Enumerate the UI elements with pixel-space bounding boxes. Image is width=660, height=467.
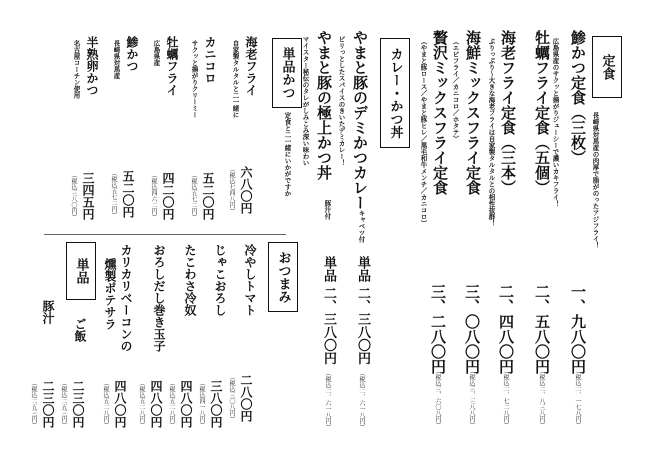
tanpin-name: カニコロ [203,36,217,84]
teishoku-header: 定食 [592,36,622,98]
curry-header: カレー・かつ丼 [380,38,410,148]
teishoku-desc: （エビフライ／カニコロ／ホタテ） [451,38,460,142]
curry-desc: ピリっとしたスパイスのきいたデミカレー！ [337,36,346,166]
tanpin2-name: 豚汁 [41,300,55,324]
teishoku-price: 二、五八〇円 [533,284,551,374]
curry-note: 豚汁付 [323,200,332,220]
tanpin2-tax: （税込二五三円） [60,380,67,428]
tanpin2-price: 二三〇円 [41,380,55,428]
teishoku-desc: （やまと豚ロース／やまと豚ヒレ／黒毛和牛メンチ／カニコロ） [419,38,428,227]
teishoku-name: 海鮮ミックスフライ定食 [464,30,482,195]
otsumami-price: 四八〇円 [179,380,193,428]
otsumami-name: 冷やしトマト [243,244,257,316]
teishoku-tax: （税込二、一七八円） [574,368,581,428]
tanpin-desc: 名古屋コーチン使用 [72,40,81,99]
tanpin-name: 牡蠣フライ [165,36,179,96]
otsumami-price: 三八〇円 [209,380,223,428]
tanpin-note: 定食と二一緒にいかがですか [283,112,292,197]
curry-tax: （税込二、六一八円） [324,370,331,430]
otsumami-name: おろしだし巻き玉子 [152,244,166,352]
tanpin-tax: （税込三八〇円） [70,172,77,220]
tanpin2-tax: （税込二五三円） [30,380,37,428]
teishoku-desc: 広島県産のサクッと揚がりジューシーで濃いカキフライ！ [551,38,560,207]
curry-desc: マイスター秘伝のタレがしみこみ深い味わい [301,36,310,166]
otsumami-price: 二八〇円 [239,374,253,422]
teishoku-name: 贅沢ミックスフライ定食 [431,30,449,195]
teishoku-tax: （税込二、七二八円） [502,368,509,428]
teishoku-desc: 長崎県対馬産の肉厚で脂がのったアジフライ！ [591,112,600,249]
otsumami-price: 四八〇円 [113,380,127,428]
otsumami-name: じゃこおろし [213,244,227,316]
tanpin-name: 半熟卵かつ [85,36,99,96]
teishoku-price: 一、九八〇円 [569,284,587,374]
tanpin2-name: ご飯 [73,318,87,342]
teishoku-price: 三、二八〇円 [429,284,447,374]
otsumami-tax: （税込五二八円） [168,380,175,428]
otsumami-price: 四八〇円 [149,380,163,428]
otsumami-name: たこわさ冷奴 [183,244,197,316]
tanpin2-price: 二三〇円 [71,380,85,428]
tanpin-desc: サクッと揚がりクリーミー [190,40,199,118]
otsumami-name: カリカリベーコンの [119,244,133,352]
teishoku-price: 二、四八〇円 [497,284,515,374]
tanpin-price: 五二〇円 [121,170,135,218]
tanpin-price: 四二〇円 [161,172,175,220]
curry-name: やまと豚の極上かつ丼 [315,30,333,180]
otsumami-tax: （税込五二八円） [138,380,145,428]
curry-tax: （税込二、六一八円） [358,370,365,430]
tanpin-desc: 広島県産 [152,40,161,66]
curry-name: やまと豚のデミかつカレー [351,30,369,210]
tanpin-tax: （税込五七二円） [110,170,117,218]
teishoku-tax: （税込三、三八八円） [468,368,475,428]
otsumami-tax: （税込三〇八円） [228,374,235,422]
otsumami-name: 燻製ポテサラ [103,258,117,330]
tanpin2-header: 単品 [66,242,96,300]
tanpin-desc: 長崎県対馬産 [112,40,121,79]
teishoku-price: 三、〇八〇円 [463,284,481,374]
tanpin-tax: （税込七四八円） [228,166,235,214]
tanpin-name: 鯵かつ [125,36,139,72]
teishoku-tax: （税込二、八三八円） [538,368,545,428]
teishoku-name: 鯵かつ定食（三枚） [569,30,587,165]
otsumami-tax: （税込四一八円） [198,380,205,428]
tanpin-price: 六八〇円 [239,166,253,214]
tanpin-price: 五二〇円 [201,172,215,220]
tanpin-header: 単品かつ [272,38,302,108]
curry-price: 単品 二、三八〇円 [355,256,370,365]
teishoku-name: 牡蠣フライ定食（五個） [533,30,551,195]
curry-price: 単品 二、三八〇円 [321,256,336,365]
section-divider [44,234,286,235]
teishoku-name: 海老フライ定食（三本） [499,30,517,195]
curry-note: キャベツ付 [357,210,366,243]
tanpin-tax: （税込五七二円） [190,172,197,220]
otsumami-tax: （税込五二八円） [102,380,109,428]
otsumami-header: おつまみ [268,242,298,312]
tanpin-price: 三四五円 [81,172,95,220]
tanpin-tax: （税込四六二円） [150,172,157,220]
tanpin-desc: 自家製タルタルと二一緒に [231,40,240,118]
teishoku-desc: ぷりっぷり～大きな海老フライは自家製タルタルとの相性抜群！ [487,38,496,227]
teishoku-tax: （税込三、六〇八円） [434,368,441,428]
tanpin-name: 海老フライ [244,36,258,96]
